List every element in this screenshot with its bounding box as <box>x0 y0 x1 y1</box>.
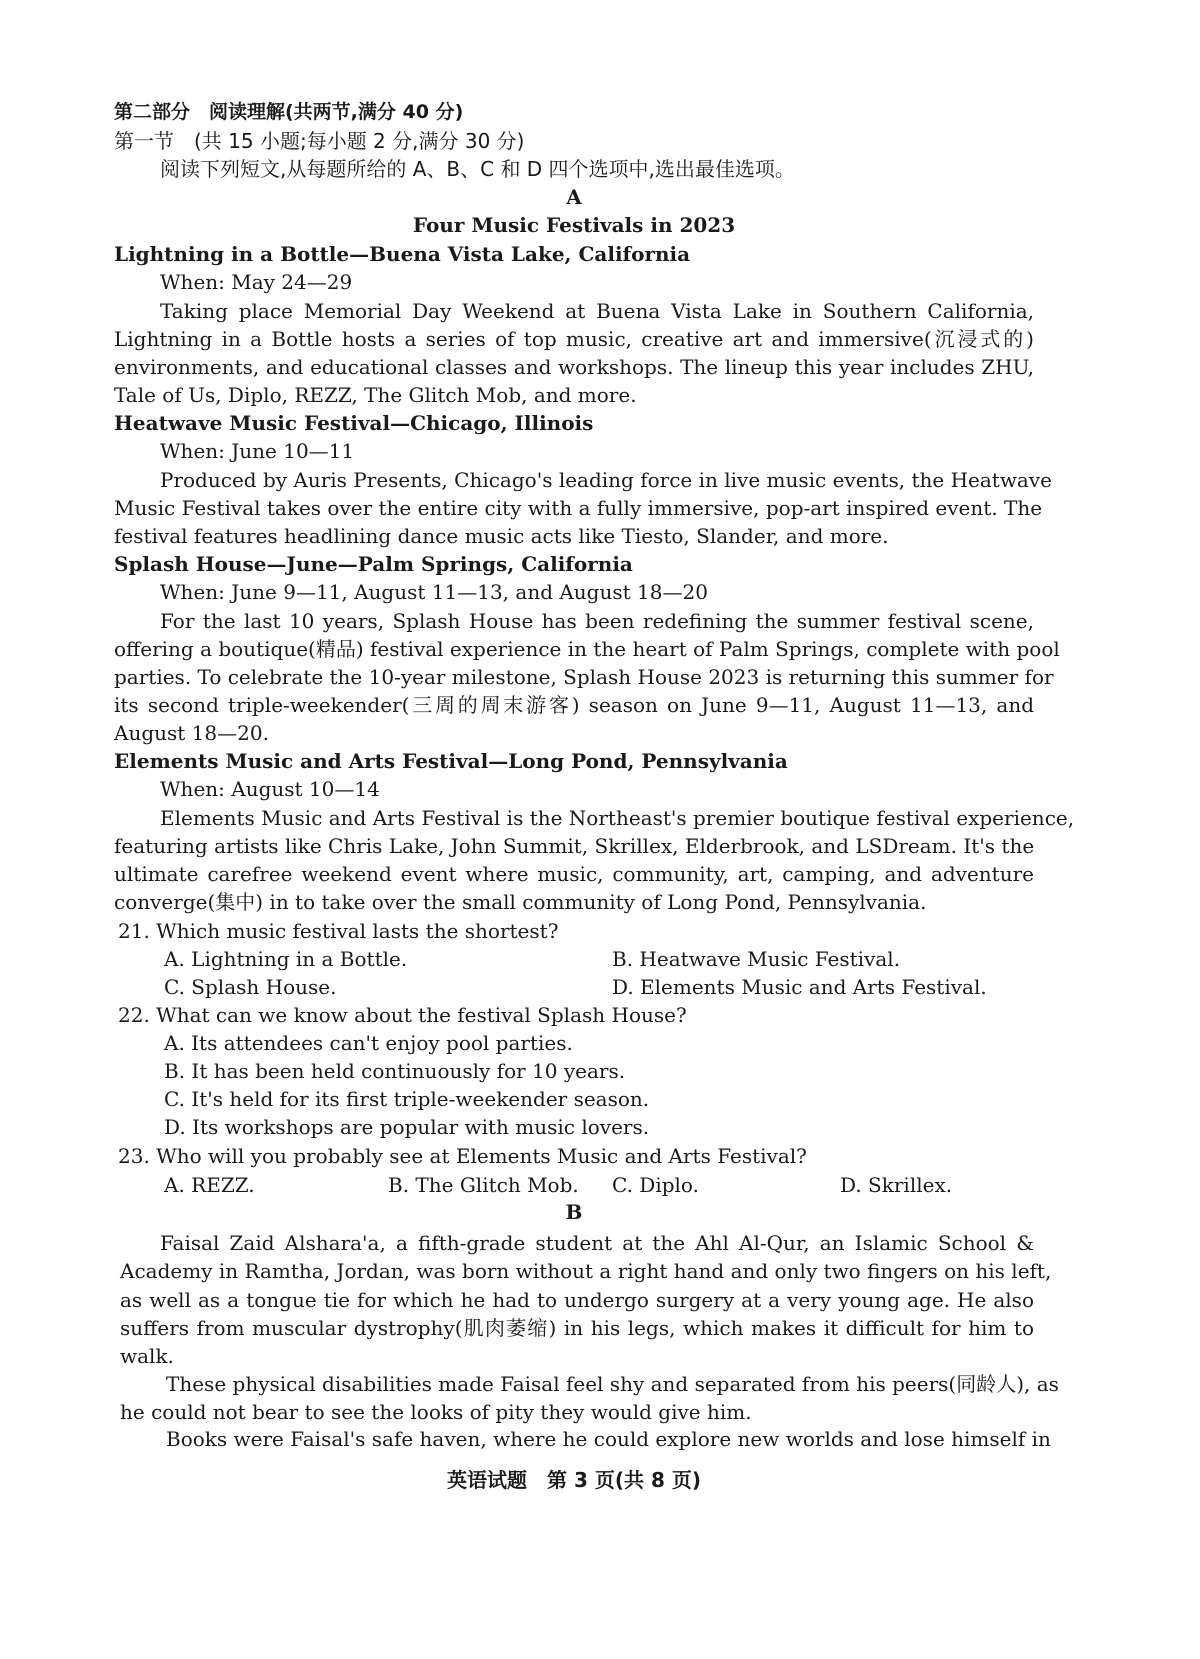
text-line: Taking place Memorial Day Weekend at Buena Vista Lake in Southern California, <box>160 299 1034 323</box>
passage-b-label: B <box>565 1200 583 1224</box>
text-line: These physical disabilities made Faisal feel shy and separated from his peers(同龄人), as <box>166 1372 1059 1396</box>
option: D. Skrillex. <box>840 1173 953 1197</box>
instruction: 阅读下列短文,从每题所给的 A、B、C 和 D 四个选项中,选出最佳选项。 <box>160 157 795 181</box>
festival-heading: Splash House—June—Palm Springs, California <box>114 552 633 576</box>
option: A. Lightning in a Bottle. <box>164 947 408 971</box>
text-line: parties. To celebrate the 10-year milestone, Splash House 2023 is returning this summer for <box>114 665 1054 689</box>
text-line: Tale of Us, Diplo, REZZ, The Glitch Mob, and more. <box>114 383 637 407</box>
festival-when: When: June 9—11, August 11—13, and August 18—20 <box>160 580 708 604</box>
question-stem: 23. Who will you probably see at Elements Music and Arts Festival? <box>118 1144 807 1168</box>
text-line: he could not bear to see the looks of pity they would give him. <box>120 1400 752 1424</box>
option: A. Its attendees can't enjoy pool parties. <box>164 1031 573 1055</box>
text-line: Academy in Ramtha, Jordan, was born without a right hand and only two fingers on his left, <box>120 1259 1052 1283</box>
option: B. Heatwave Music Festival. <box>612 947 901 971</box>
text-line: Elements Music and Arts Festival is the Northeast's premier boutique festival experience, <box>160 806 1075 830</box>
option: C. It's held for its first triple-weekender season. <box>164 1087 650 1111</box>
text-line: Produced by Auris Presents, Chicago's leading force in live music events, the Heatwave <box>160 468 1052 492</box>
text-line: Music Festival takes over the entire city with a fully immersive, pop-art inspired event. The <box>114 496 1043 520</box>
text-line: offering a boutique(精品) festival experience in the heart of Palm Springs, complete with pool <box>114 637 1060 661</box>
text-line: its second triple-weekender(三周的周末游客) season on June 9—11, August 11—13, and <box>114 693 1034 717</box>
option: D. Elements Music and Arts Festival. <box>612 975 987 999</box>
festival-when: When: May 24—29 <box>160 270 353 294</box>
text-line: For the last 10 years, Splash House has been redefining the summer festival scene, <box>160 609 1034 633</box>
option: B. The Glitch Mob. <box>388 1173 579 1197</box>
option: C. Diplo. <box>612 1173 699 1197</box>
text-line: festival features headlining dance music acts like Tiesto, Slander, and more. <box>114 524 889 548</box>
section-heading: 第一节 (共 15 小题;每小题 2 分,满分 30 分) <box>114 129 525 153</box>
option: D. Its workshops are popular with music lovers. <box>164 1115 650 1139</box>
text-line: environments, and educational classes and workshops. The lineup this year includes ZHU, <box>114 355 1034 379</box>
option: A. REZZ. <box>164 1173 255 1197</box>
festival-heading: Elements Music and Arts Festival—Long Pond, Pennsylvania <box>114 749 788 773</box>
page-footer: 英语试题 第 3 页(共 8 页) <box>447 1468 701 1492</box>
text-line: converge(集中) in to take over the small community of Long Pond, Pennsylvania. <box>114 890 927 914</box>
text-line: Books were Faisal's safe haven, where he could explore new worlds and lose himself in <box>166 1427 1051 1451</box>
text-line: featuring artists like Chris Lake, John Summit, Skrillex, Elderbrook, and LSDream. It's the <box>114 834 1035 858</box>
festival-when: When: August 10—14 <box>160 777 380 801</box>
option: C. Splash House. <box>164 975 337 999</box>
text-line: ultimate carefree weekend event where music, community, art, camping, and adventure <box>114 862 1034 886</box>
question-stem: 22. What can we know about the festival Splash House? <box>118 1003 687 1027</box>
text-line: walk. <box>120 1344 174 1368</box>
festival-heading: Heatwave Music Festival—Chicago, Illinois <box>114 411 594 435</box>
question-stem: 21. Which music festival lasts the shortest? <box>118 919 559 943</box>
passage-a-title: Four Music Festivals in 2023 <box>412 213 736 237</box>
text-line: August 18—20. <box>114 721 269 745</box>
part-heading: 第二部分 阅读理解(共两节,满分 40 分) <box>114 101 464 123</box>
text-line: Faisal Zaid Alshara'a, a fifth-grade student at the Ahl Al-Qur, an Islamic School & <box>160 1231 1034 1255</box>
passage-a-label: A <box>566 185 582 209</box>
festival-heading: Lightning in a Bottle—Buena Vista Lake, California <box>114 242 691 266</box>
text-line: Lightning in a Bottle hosts a series of top music, creative art and immersive(沉浸式的) <box>114 327 1034 351</box>
text-line: as well as a tongue tie for which he had to undergo surgery at a very young age. He also <box>120 1288 1034 1312</box>
festival-when: When: June 10—11 <box>160 439 355 463</box>
option: B. It has been held continuously for 10 years. <box>164 1059 626 1083</box>
text-line: suffers from muscular dystrophy(肌肉萎缩) in his legs, which makes it difficult for him to <box>120 1316 1034 1340</box>
